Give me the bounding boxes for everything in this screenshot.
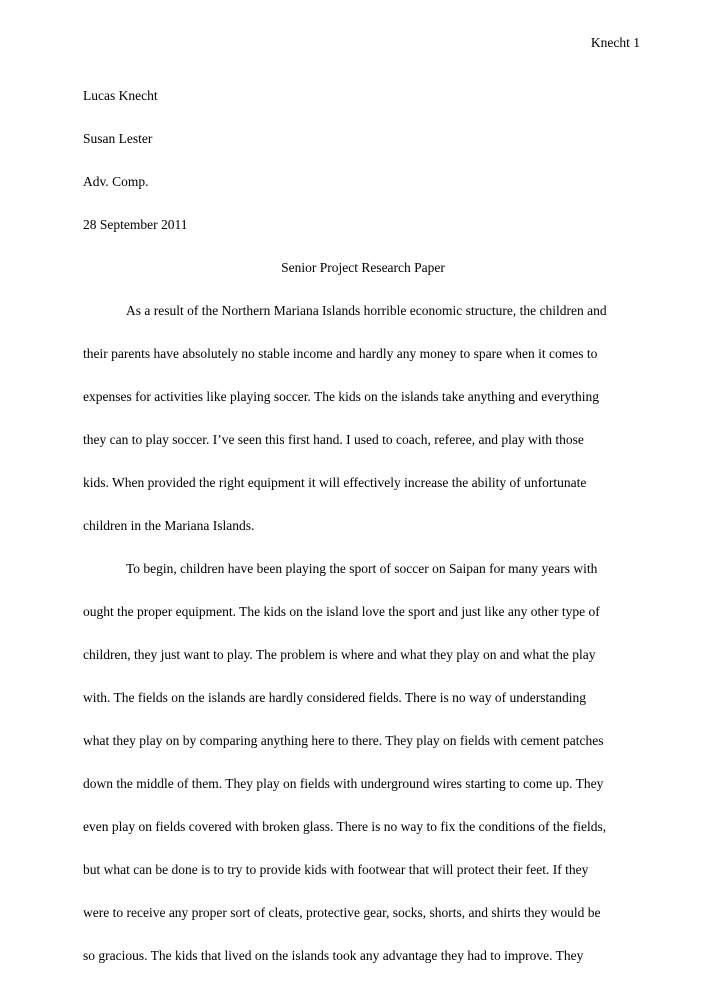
text-line: As a result of the Northern Mariana Islands horrible economic structure, the children and [126, 303, 607, 318]
text-line: were to receive any proper sort of cleats, protective gear, socks, shorts, and shirts they would be [83, 905, 601, 920]
text-line: children, they just want to play. The problem is where and what they play on and what the play [83, 647, 596, 662]
text-line: their parents have absolutely no stable income and hardly any money to spare when it comes to [83, 346, 598, 361]
text-line: what they play on by comparing anything here to there. They play on fields with cement patches [83, 733, 604, 748]
text-line: To begin, children have been playing the sport of soccer on Saipan for many years with [126, 561, 598, 576]
text-line: children in the Mariana Islands. [83, 518, 255, 533]
paragraph-1 [83, 301, 643, 535]
text-line: but what can be done is to try to provide kids with footwear that will protect their feet. If they [83, 862, 589, 877]
text-line: kids. When provided the right equipment it will effectively increase the ability of unfortunate [83, 475, 587, 490]
text-line: with. The fields on the islands are hardly considered fields. There is no way of understanding [83, 690, 587, 705]
paper-date: 28 September 2011 [83, 217, 188, 232]
text-line: down the middle of them. They play on fields with underground wires starting to come up. They [83, 776, 604, 791]
paragraph-2 [83, 559, 643, 965]
text-line: even play on fields covered with broken glass. There is no way to fix the conditions of the fields, [83, 819, 607, 834]
text-line: ought the proper equipment. The kids on the island love the sport and just like any other type of [83, 604, 600, 619]
text-line: so gracious. The kids that lived on the islands took any advantage they had to improve. They [83, 948, 584, 963]
course-name: Adv. Comp. [83, 174, 149, 189]
instructor-name: Susan Lester [83, 131, 153, 146]
paper-title: Senior Project Research Paper [281, 260, 445, 275]
author-name: Lucas Knecht [83, 88, 158, 103]
document-body [83, 86, 643, 989]
running-header: Knecht 1 [590, 35, 640, 50]
text-line: expenses for activities like playing soccer. The kids on the islands take anything and everything [83, 389, 599, 404]
text-line: they can to play soccer. I’ve seen this first hand. I used to coach, referee, and play with those [83, 432, 584, 447]
